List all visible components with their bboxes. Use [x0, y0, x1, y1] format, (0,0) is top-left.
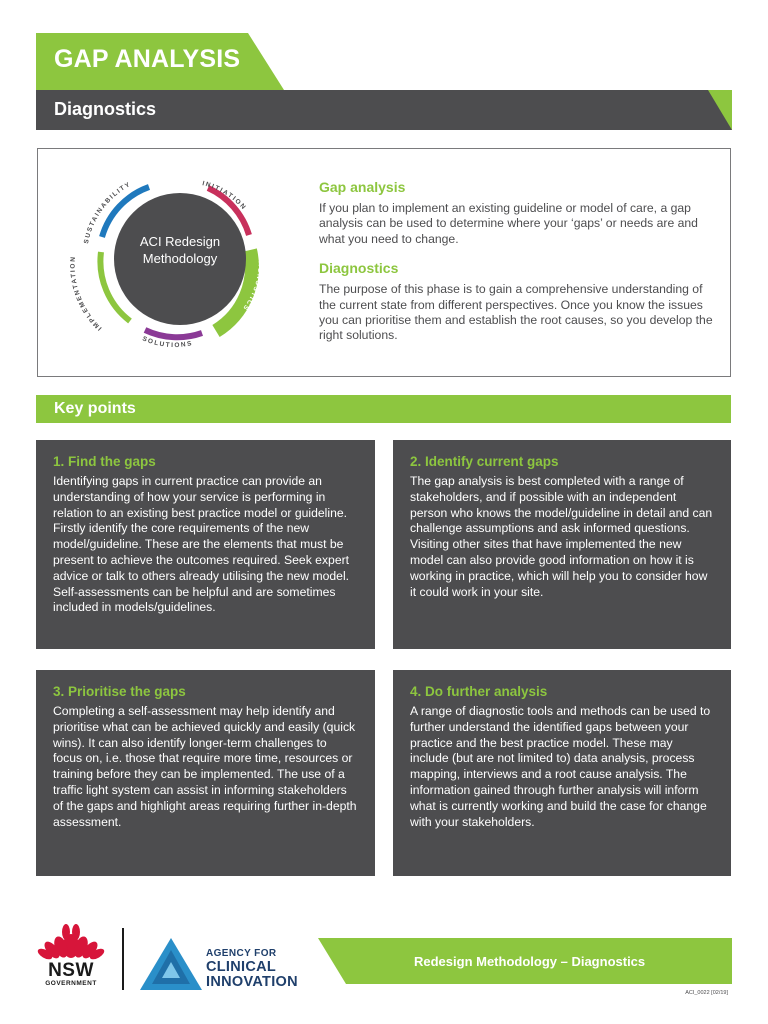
footer-banner-text: Redesign Methodology – Diagnostics	[414, 954, 646, 969]
card-1-text: Identifying gaps in current practice can provide an understanding of how your service is performing in relation to an existing best practice model or guideline. Firstly identify the core requirements of the new model/guideline. These are the elements that must be present to achieve the outcomes required. Seek expert advice or talk to others already utilising the new model. Self-assessments can be helpful and are sometimes included in models/guidelines.	[53, 474, 350, 615]
wheel-label-diagnostics: DIAGNOSTICS	[240, 251, 264, 313]
logo-divider	[122, 928, 124, 990]
waratah-icon	[36, 922, 106, 962]
gap-analysis-heading: Gap analysis	[319, 179, 406, 195]
footer-logos	[36, 922, 326, 992]
aci-triangle-logo	[140, 938, 202, 990]
methodology-wheel	[60, 168, 300, 358]
document-code: ACI_0022 [02/19]	[685, 990, 728, 996]
nsw-government-label: GOVERNMENT	[45, 980, 97, 987]
card-2-text: The gap analysis is best completed with a range of stakeholders, and if possible with an independent person who knows the model/guideline in detail and can challenge assumptions and ask informed questions. Visiting other sites that have implemented the new model can also provide good information on how it is working in practice, which will help you to consider how it could work in your site.	[410, 474, 713, 599]
wheel-center-line1: ACI Redesign	[139, 234, 221, 249]
aci-name-line1: AGENCY FOR	[206, 948, 277, 959]
nsw-wordmark: NSW	[48, 960, 94, 981]
wheel-label-implementation: IMPLEMENTATION	[69, 255, 104, 332]
subtitle-bar	[36, 90, 732, 130]
card-2-title: 2. Identify current gaps	[410, 454, 559, 469]
key-points-bar	[36, 395, 731, 423]
wheel-segment-solutions	[145, 330, 202, 337]
key-point-card-4	[393, 670, 731, 876]
subtitle-corner-accent	[708, 90, 732, 130]
card-4-title: 4. Do further analysis	[410, 684, 548, 699]
wheel-label-solutions: SOLUTIONS	[141, 335, 194, 350]
aci-name-line2: CLINICAL	[206, 959, 277, 975]
aci-name-line3: INNOVATION	[206, 974, 298, 990]
footer-banner	[318, 938, 732, 984]
wheel-label-initiation: INITIATION	[201, 180, 248, 212]
gap-analysis-text: If you plan to implement an existing guideline or model of care, a gap analysis can be used to determine where your ‘gaps’ or needs are and what you need to change.	[319, 201, 698, 246]
page-subtitle: Diagnostics	[54, 99, 157, 119]
wheel-center-line2: Methodology	[142, 251, 218, 266]
card-4-text: A range of diagnostic tools and methods can be used to further understand the identified gaps between your practice and the best practice model. These may include (but are not limited to) data analysis, process mapping, interviews and a root cause analysis. The information gained through further analysis will inform what is currently working and build the case for change with your stakeholders.	[410, 704, 711, 829]
page-title: GAP ANALYSIS	[54, 45, 241, 73]
key-point-card-1	[36, 440, 375, 649]
card-1-title: 1. Find the gaps	[53, 454, 156, 469]
key-point-card-3	[36, 670, 375, 876]
wheel-label-sustainability: SUSTAINABILITY	[83, 180, 133, 245]
card-3-title: 3. Prioritise the gaps	[53, 684, 186, 699]
card-3-text: Completing a self-assessment may help identify and prioritise what can be achieved quickly and easily (quick wins). It can also identify longer-term challenges to focus on, i.e. those that require more time, resources or training before they can be implemented. The use of a traffic light system can assist in informing stakeholders of the gaps and highlight areas requiring further in-depth assessment.	[53, 704, 357, 829]
diagnostics-text: The purpose of this phase is to gain a comprehensive understanding of the current state from different perspectives. Once you know the issues you can prioritise them and establish the root causes, so you develop the right solutions.	[319, 282, 713, 343]
key-point-card-2	[393, 440, 731, 649]
key-points-heading: Key points	[54, 400, 136, 417]
diagnostics-heading: Diagnostics	[319, 260, 399, 277]
title-banner	[36, 33, 284, 90]
intro-text	[319, 179, 719, 357]
intro-box	[37, 148, 731, 377]
